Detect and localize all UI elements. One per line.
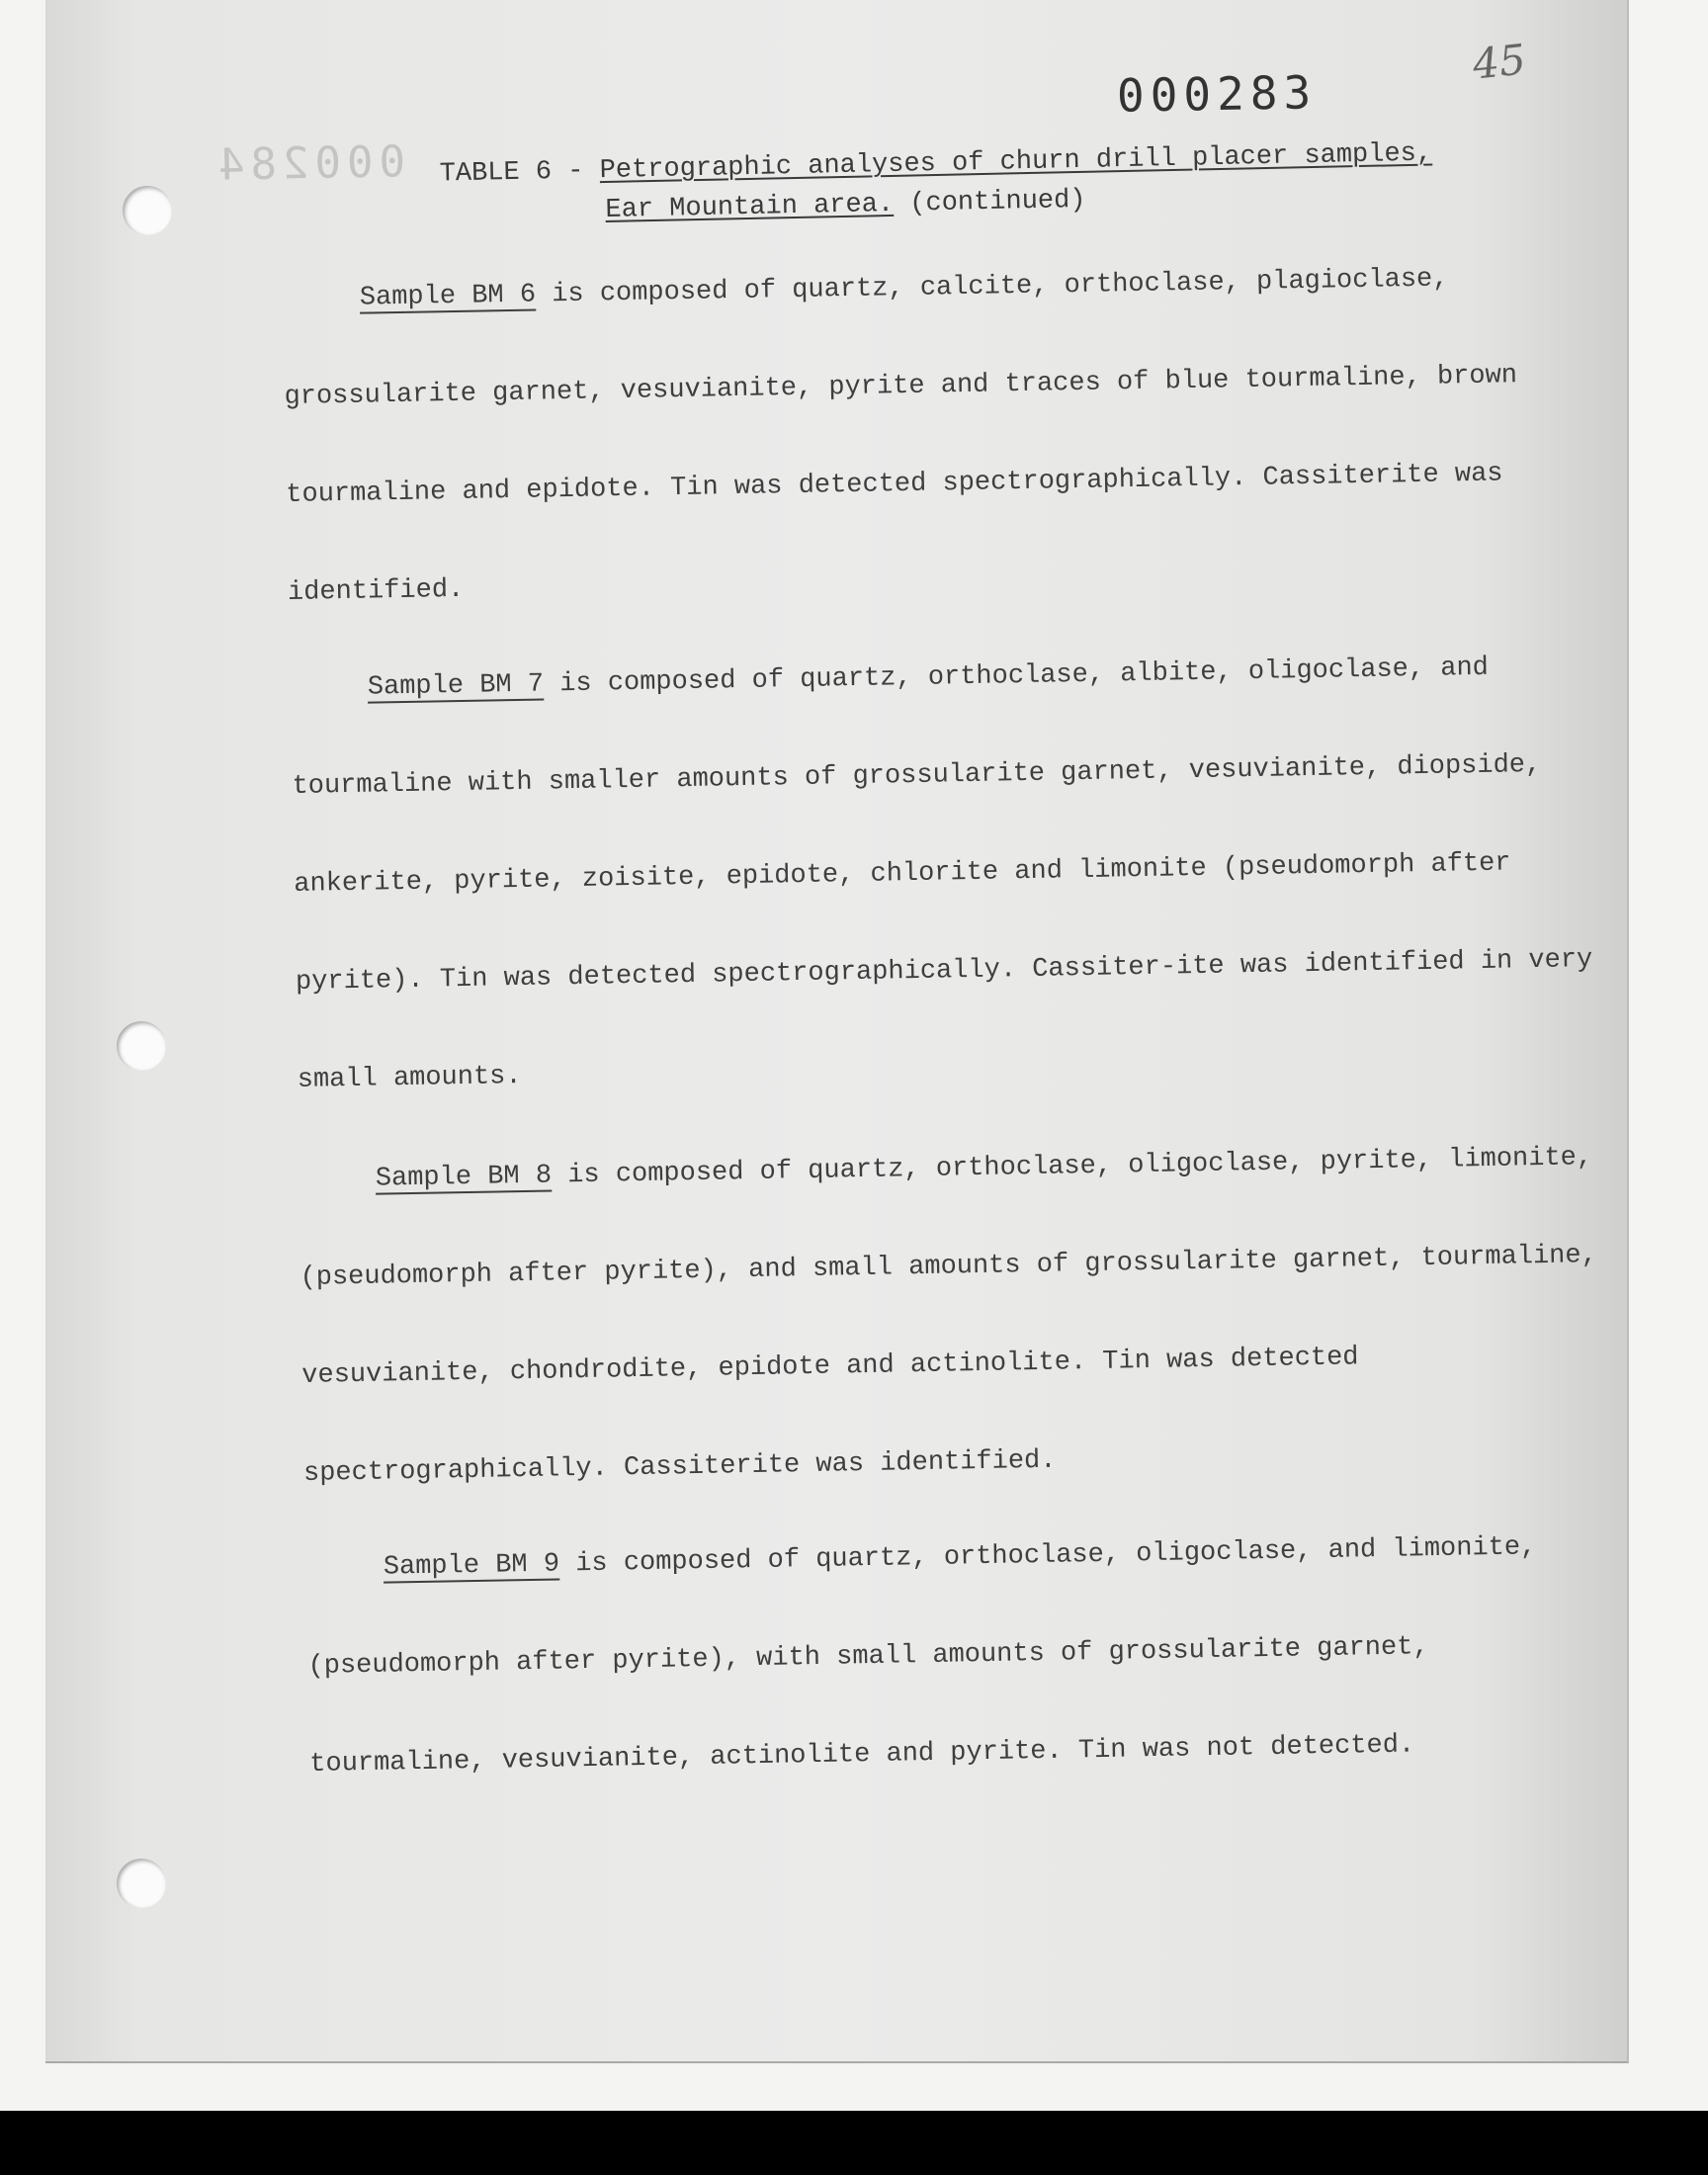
title-location: Ear Mountain area. [605, 189, 895, 226]
punch-hole [117, 1021, 166, 1071]
punch-hole [117, 1859, 166, 1908]
scan-border [0, 2111, 1708, 2175]
sample-paragraph [290, 618, 1602, 1130]
handwritten-page-number: 45 [1470, 35, 1528, 89]
sample-description: is composed of quartz, calcite, orthoclase, plagioclase, grossularite garnet, vesuvianite, pyrite and traces of blue tourmaline, brown tourmaline and epidote. Tin was detected spectrographically. Cassiterite was identified. [284, 264, 1518, 608]
sample-description: is composed of quartz, orthoclase, oligoclase, and limonite, (pseudomorph after pyrite), with small amounts of grossularite garnet, tourmaline, vesuvianite, actinolite and pyrite. Tin was not detected. [307, 1532, 1537, 1780]
sample-paragraph [298, 1109, 1609, 1523]
sample-label: Sample BM 9 [383, 1549, 560, 1583]
sample-description: is composed of quartz, orthoclase, oligoclase, pyrite, limonite, (pseudomorph after pyrite), and small amounts of grossularite garnet, tourmaline, vesuvianite, chondrodite, epidote and actinolite. Tin was detected spectrographically. Cassiterite was identified. [299, 1143, 1598, 1489]
ghost-stamp-number: 000284 [212, 136, 406, 191]
title-text: Petrographic analyses of churn drill placer samples, [599, 138, 1433, 187]
sample-label: Sample BM 8 [375, 1161, 553, 1194]
sample-paragraph [282, 228, 1593, 643]
sample-description: is composed of quartz, orthoclase, albite, oligoclase, and tourmaline with smaller amounts of grossularite garnet, vesuvianite, diopside, ankerite, pyrite, zoisite, epidote, chlorite and limonite (pseudomorph after pyrite). Tin was detected spectrographically. Cassiter-ite was identified in very small amounts. [292, 652, 1593, 1095]
stamp-number: 000283 [1116, 65, 1318, 123]
punch-hole [123, 186, 172, 235]
sample-paragraph [305, 1498, 1615, 1814]
sample-label: Sample BM 6 [359, 280, 537, 313]
table-label: TABLE 6 - [439, 156, 584, 190]
sample-label: Sample BM 7 [367, 669, 545, 703]
title-continued: (continued) [908, 185, 1086, 219]
